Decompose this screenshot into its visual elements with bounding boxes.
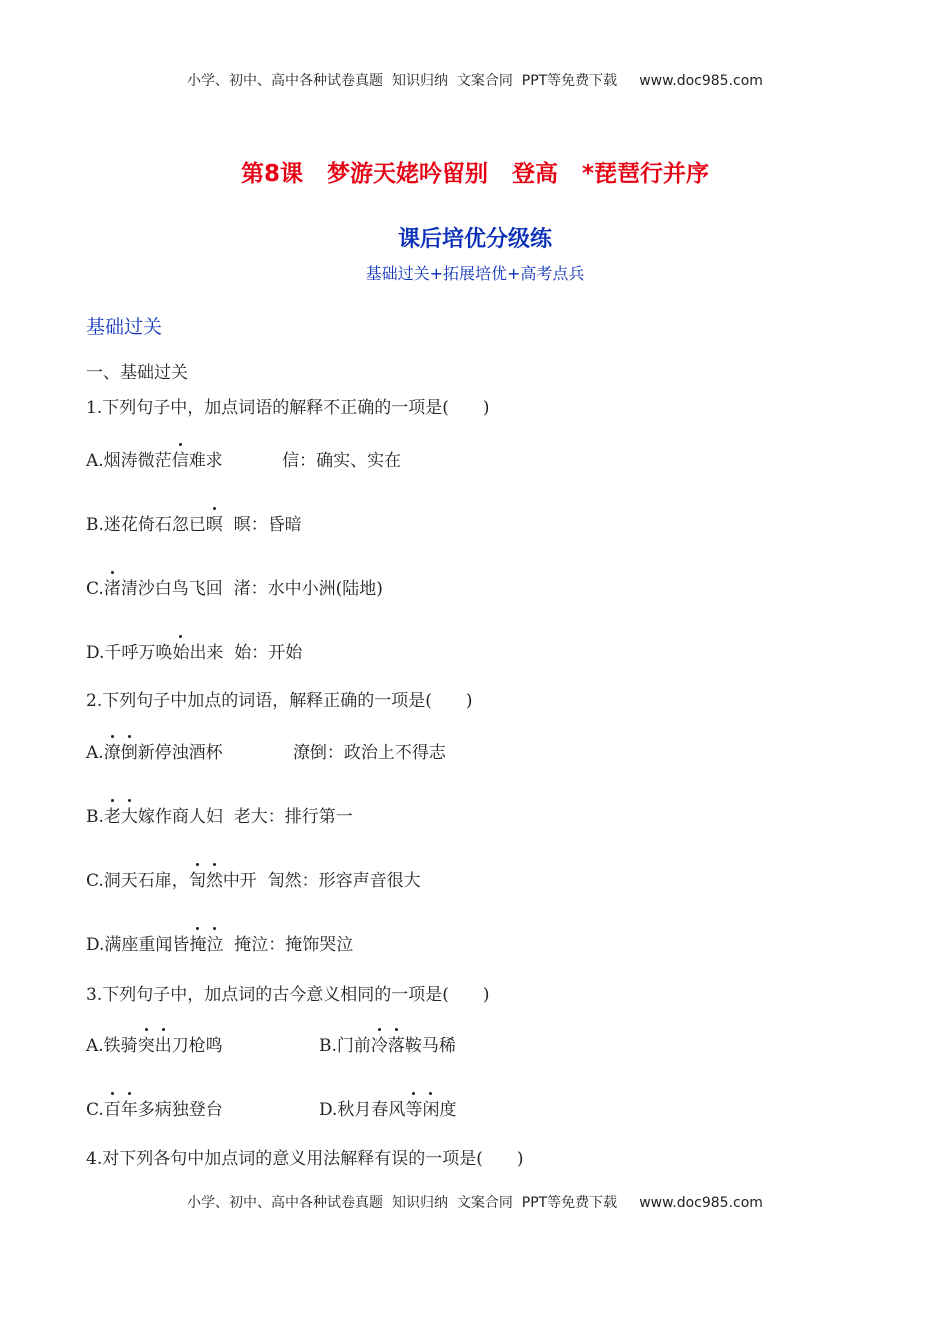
- q1-a-explanation: 信：确实、实在: [282, 451, 402, 471]
- q3-d-dotted-word-1: 等: [405, 1100, 423, 1120]
- footer-text: 小学、初中、高中各种试卷真题 知识归纳 文案合同 PPT等免费下载: [187, 1195, 618, 1211]
- header-site-link[interactable]: www.doc985.com: [639, 73, 763, 89]
- lesson-title: 第8课 梦游天姥吟留别 登高 *琵琶行并序: [240, 161, 710, 187]
- q2-d-dotted-word-2: 泣: [206, 935, 224, 955]
- q2-d-dotted-word-1: 掩: [189, 935, 207, 955]
- q3-b-dotted-word-2: 落: [387, 1036, 405, 1056]
- page-header: [0, 70, 950, 90]
- header-text: 小学、初中、高中各种试卷真题 知识归纳 文案合同 PPT等免费下载: [187, 73, 618, 89]
- q1-b-dotted-word: 暝: [205, 515, 223, 535]
- q1-option-d: D.千呼万唤始出来 始：开始: [86, 643, 303, 663]
- q3-c-dotted-word-2: 年: [120, 1100, 138, 1120]
- q3-a-dotted-word-2: 出: [154, 1036, 172, 1056]
- q2-stem: 2.下列句子中加点的词语，解释正确的一项是( ): [86, 691, 473, 711]
- q1-c-dotted-word: 渚: [103, 579, 121, 599]
- q2-option-c: C.洞天石扉，訇然中开 訇然：形容声音很大: [86, 871, 421, 891]
- q2-c-dotted-word-1: 訇: [188, 871, 206, 891]
- q3-option-a: A.铁骑突出刀枪鸣: [86, 1036, 223, 1056]
- q3-b-dotted-word-1: 冷: [370, 1036, 388, 1056]
- footer-site-link[interactable]: www.doc985.com: [639, 1195, 763, 1211]
- q1-stem: 1.下列句子中，加点词语的解释不正确的一项是( ): [86, 398, 490, 418]
- section-heading: 基础过关: [86, 316, 163, 338]
- exercise-tagline: 基础过关+拓展培优+高考点兵: [365, 264, 585, 283]
- q3-a-dotted-word-1: 突: [137, 1036, 155, 1056]
- q1-b-explanation: 暝：昏暗: [233, 515, 302, 535]
- page-footer: [0, 1192, 950, 1212]
- q2-a-explanation: 潦倒：政治上不得志: [292, 743, 446, 763]
- q1-d-dotted-word: 始: [172, 643, 190, 663]
- q4-stem: 4.对下列各句中加点词的意义用法解释有误的一项是( ): [86, 1149, 524, 1169]
- q2-option-b: B.老大嫁作商人妇 老大：排行第一: [86, 807, 353, 827]
- q2-option-a: A.潦倒新停浊酒杯 潦倒：政治上不得志: [86, 743, 446, 763]
- q2-c-dotted-word-2: 然: [205, 871, 223, 891]
- part-heading: 一、基础过关: [86, 363, 188, 383]
- q2-b-dotted-word-1: 老: [103, 807, 121, 827]
- q1-option-a: A.烟涛微茫信难求 信：确实、实在: [86, 451, 402, 471]
- q1-c-explanation: 渚：水中小洲(陆地): [233, 579, 383, 599]
- q2-d-explanation: 掩泣：掩饰哭泣: [234, 935, 354, 955]
- q3-option-b: B.门前冷落鞍马稀: [319, 1036, 456, 1056]
- q2-b-explanation: 老大：排行第一: [233, 807, 353, 827]
- q1-d-explanation: 始：开始: [234, 643, 303, 663]
- q2-a-dotted-word-2: 倒: [120, 743, 138, 763]
- q1-option-c: C.渚清沙白鸟飞回 渚：水中小洲(陆地): [86, 579, 383, 599]
- q2-a-dotted-word-1: 潦: [103, 743, 121, 763]
- q2-c-explanation: 訇然：形容声音很大: [267, 871, 421, 891]
- exercise-subtitle: 课后培优分级练: [397, 227, 552, 252]
- q3-d-dotted-word-2: 闲: [422, 1100, 440, 1120]
- q3-option-c: C.百年多病独登台: [86, 1100, 223, 1120]
- q3-stem: 3.下列句子中，加点词的古今意义相同的一项是( ): [86, 985, 490, 1005]
- q3-option-d: D.秋月春风等闲度: [319, 1100, 457, 1120]
- q2-option-d: D.满座重闻皆掩泣 掩泣：掩饰哭泣: [86, 935, 354, 955]
- q1-a-dotted-word: 信: [171, 451, 189, 471]
- q1-option-b: B.迷花倚石忽已暝 暝：昏暗: [86, 515, 302, 535]
- q3-c-dotted-word-1: 百: [103, 1100, 121, 1120]
- q2-b-dotted-word-2: 大: [120, 807, 138, 827]
